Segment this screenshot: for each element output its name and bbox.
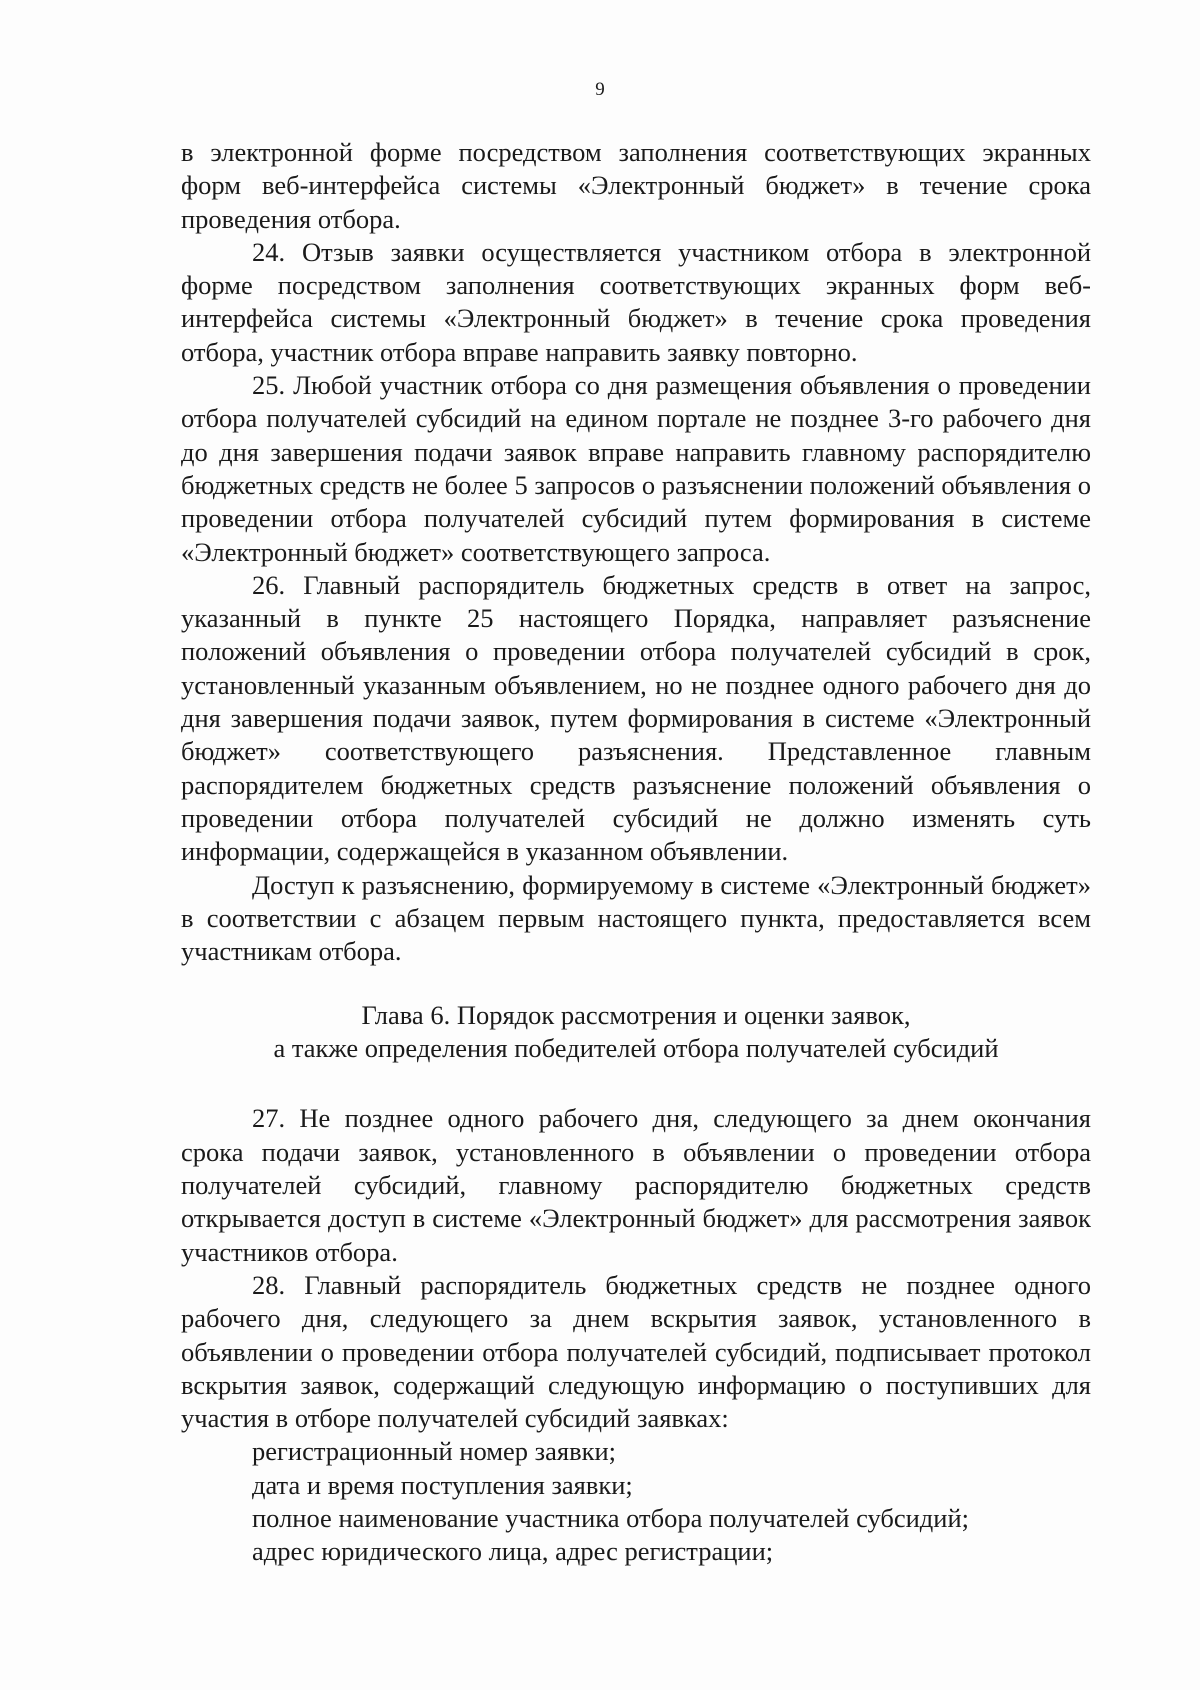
paragraph-27: 27. Не позднее одного рабочего дня, следующего за днем окончания срока подачи заявок, установленного в объявлении о проведении отбора получателей субсидий, главному распорядителю бюджетных средств открывается доступ в системе «Электронный бюджет» для рассмотрения заявок участников отбора.: [181, 1103, 1091, 1267]
list-item: дата и время поступления заявки;: [252, 1469, 633, 1500]
paragraph-continuation: в электронной форме посредством заполнения соответствующих экранных форм веб-интерфейса системы «Электронный бюджет» в течение срока проведения отбора.: [181, 137, 1091, 234]
chapter-heading-line-1: Глава 6. Порядок рассмотрения и оценки заявок,: [361, 1000, 911, 1031]
chapter-heading: [181, 999, 1091, 1065]
paragraph-26-access: Доступ к разъяснению, формируемому в системе «Электронный бюджет» в соответствии с абзацем первым настоящего пункта, предоставляется всем участникам отбора.: [181, 869, 1091, 967]
list-item: регистрационный номер заявки;: [252, 1436, 617, 1467]
paragraph-26: 26. Главный распорядитель бюджетных средств в ответ на запрос, указанный в пункте 25 настоящего Порядка, направляет разъяснение положений объявления о проведении отбора получателей субсидий в срок, установленный указанным объявлением, но не позднее одного рабочего дня до дня завершения подачи заявок, путем формирования в системе «Электронный бюджет» соответствующего разъяснения. Представленное главным распорядителем бюджетных средств разъяснение положений объявления о проведении отбора получателей субсидий не должно изменять суть информации, содержащейся в указанном объявлении.: [181, 569, 1091, 867]
document-body: [181, 136, 1091, 1569]
list-item: адрес юридического лица, адрес регистрации;: [252, 1536, 774, 1567]
list-item: полное наименование участника отбора получателей субсидий;: [252, 1502, 970, 1533]
paragraph-24: 24. Отзыв заявки осуществляется участником отбора в электронной форме посредством заполнения соответствующих экранных форм веб-интерфейса системы «Электронный бюджет» в течение срока проведения отбора, участник отбора вправе направить заявку повторно.: [181, 236, 1091, 367]
page-number: 9: [595, 79, 605, 100]
paragraph-25: 25. Любой участник отбора со дня размещения объявления о проведении отбора получателей субсидий на едином портале не позднее 3-го рабочего дня до дня завершения подачи заявок вправе направить главному распорядителю бюджетных средств не более 5 запросов о разъяснении положений объявления о проведении отбора получателей субсидий путем формирования в системе «Электронный бюджет» соответствующего запроса.: [181, 370, 1091, 567]
chapter-heading-line-2: а также определения победителей отбора получателей субсидий: [273, 1033, 999, 1064]
paragraph-28: 28. Главный распорядитель бюджетных средств не позднее одного рабочего дня, следующего за днем вскрытия заявок, установленного в объявлении о проведении отбора получателей субсидий, подписывает протокол вскрытия заявок, содержащий следующую информацию о поступивших для участия в отборе получателей субсидий заявках:: [181, 1269, 1091, 1434]
